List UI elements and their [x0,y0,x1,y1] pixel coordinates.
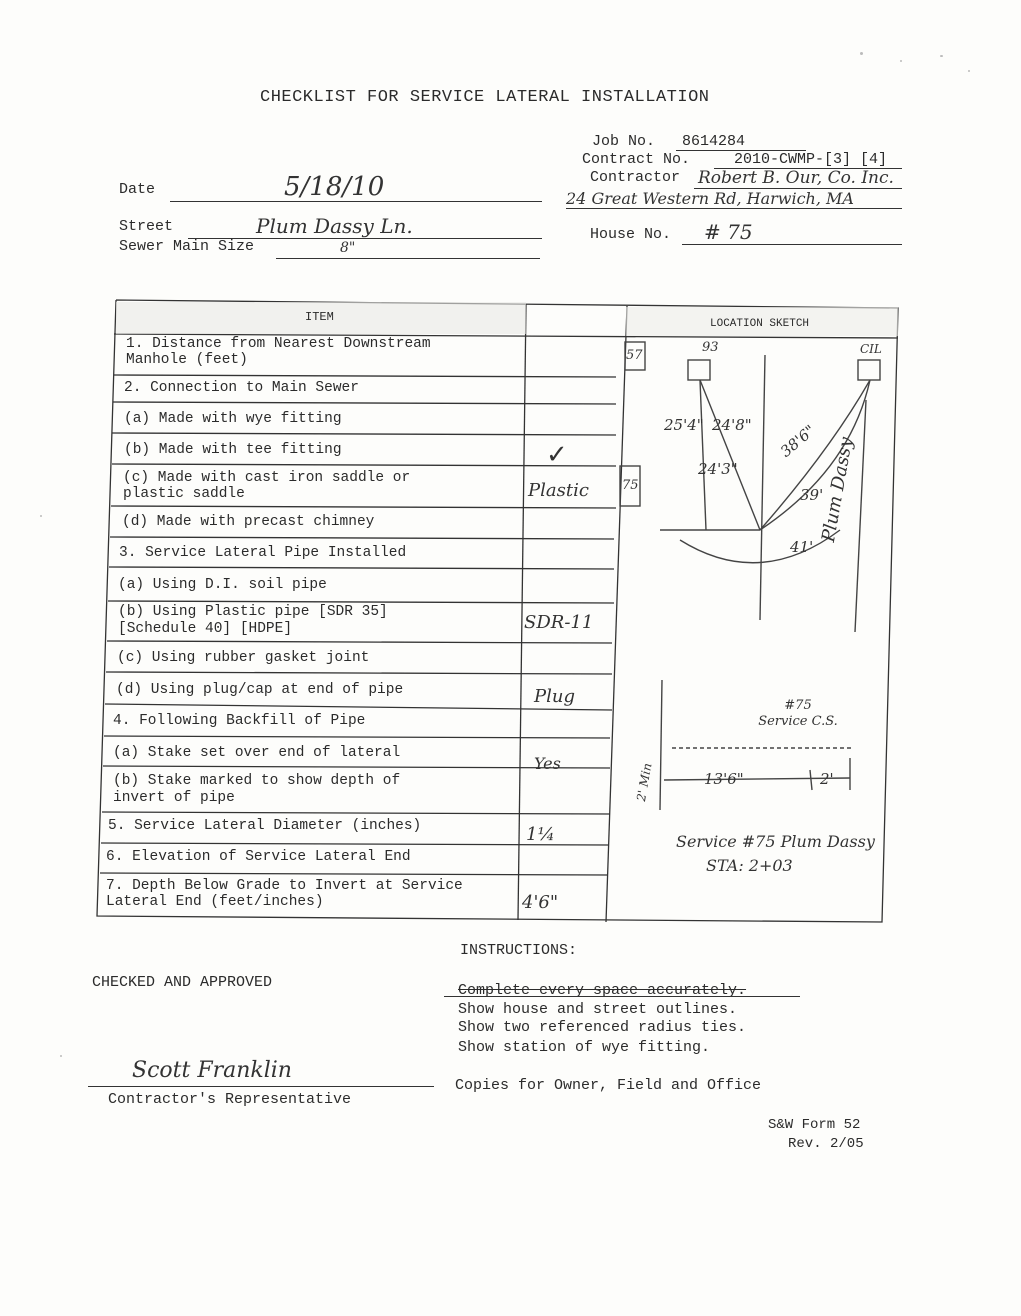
sketch-station-line1: Service #75 Plum Dassy [676,832,875,851]
instructions-title: INSTRUCTIONS: [460,942,578,959]
job-no-value: 8614284 [682,133,746,150]
sketch-side-label: 2' Min [634,761,655,803]
row-2b-value: ✓ [546,440,568,470]
contract-no-value: 2010-CWMP-[3] [4] [734,151,888,168]
contractor-label: Contractor [590,169,681,186]
sketch-dist-2: 24'8" [712,416,752,434]
instruction-1-underline [444,996,800,997]
sketch-mh-right: 75 [622,478,639,493]
row-2c-line2: plastic saddle [123,486,245,502]
form-number: S&W Form 52 [768,1117,861,1133]
row-2-line1: 2. Connection to Main Sewer [124,380,359,396]
sewer-main-value: 8" [340,240,356,256]
scan-speck [40,515,42,517]
sketch-dist-a: 13'6" [704,770,744,788]
row-4b-line1: (b) Stake marked to show depth of [113,773,401,789]
sketch-street-label: Plum Dassy [818,435,858,544]
contractor-rep-label: Contractor's Representative [108,1091,352,1108]
instruction-3: Show two referenced radius ties. [458,1019,747,1036]
street-value: Plum Dassy Ln. [256,214,413,238]
sewer-main-label: Sewer Main Size [119,238,255,255]
row-3d-value: Plug [534,686,575,707]
contractor-value: Robert B. Our, Co. Inc. [698,168,894,188]
row-1-line1: 1. Distance from Nearest Downstream [126,336,431,352]
scan-speck [940,55,943,57]
row-3d-line1: (d) Using plug/cap at end of pipe [116,682,404,698]
signature-line [88,1086,434,1087]
row-3-line1: 3. Service Lateral Pipe Installed [119,545,407,561]
sketch-dist-b: 2' [820,770,834,788]
scan-speck [860,52,863,55]
row-7-value: 4'6" [522,892,559,913]
row-2a-line1: (a) Made with wye fitting [124,411,342,427]
street-label: Street [119,218,174,235]
scan-speck [968,70,970,72]
row-1-line2: Manhole (feet) [126,352,248,368]
row-5-value: 1¼ [526,824,555,845]
sketch-top-left: 93 [702,340,719,355]
sketch-service-label: #75 Service C.S. [758,698,838,729]
sketch-station-line2: STA: 2+03 [706,856,793,875]
contractor-address: 24 Great Western Rd, Harwich, MA [566,189,854,208]
instruction-2: Show house and street outlines. [458,1001,738,1018]
row-5-line1: 5. Service Lateral Diameter (inches) [108,818,422,834]
scan-speck [60,1055,62,1057]
row-3b-line1: (b) Using Plastic pipe [SDR 35] [118,604,388,620]
sketch-dist-6: 41' [790,538,814,556]
row-3a-line1: (a) Using D.I. soil pipe [118,577,327,593]
house-no-value: # 75 [704,220,753,244]
row-2d-line1: (d) Made with precast chimney [122,514,375,530]
row-2c-value: Plastic [528,480,589,501]
row-4-line1: 4. Following Backfill of Pipe [113,713,366,729]
row-4a-value: Yes [534,754,561,773]
job-no-label: Job No. [592,133,656,150]
date-label: Date [119,181,156,198]
house-no-label: House No. [590,226,672,243]
row-4b-line2: invert of pipe [113,790,235,806]
row-7-line1: 7. Depth Below Grade to Invert at Service [106,878,463,894]
row-6-line1: 6. Elevation of Service Lateral End [106,849,411,865]
row-3c-line1: (c) Using rubber gasket joint [117,650,370,666]
sketch-dist-4: 38'6" [776,421,819,461]
row-7-line2: Lateral End (feet/inches) [106,894,324,910]
row-3b-line2: [Schedule 40] [HDPE] [118,621,293,637]
contract-no-label: Contract No. [582,151,691,168]
page-title: CHECKLIST FOR SERVICE LATERAL INSTALLATION [260,88,710,107]
sketch-top-right: CIL [860,342,882,356]
item-header: ITEM [305,310,334,324]
row-2b-line1: (b) Made with tee fitting [124,442,342,458]
date-value: 5/18/10 [284,172,385,202]
signature: Scott Franklin [132,1058,292,1083]
checked-approved-label: CHECKED AND APPROVED [92,974,273,991]
sketch-dist-1: 25'4" [664,416,704,434]
row-3b-value: SDR-11 [524,612,594,633]
sketch-mh-left: 57 [626,348,643,363]
instruction-1: Complete every space accurately. [458,982,747,999]
row-4a-line1: (a) Stake set over end of lateral [113,745,401,761]
instruction-4: Show station of wye fitting. [458,1039,711,1056]
form-revision: Rev. 2/05 [788,1136,864,1152]
row-2c-line1: (c) Made with cast iron saddle or [123,470,411,486]
sketch-dist-5: 39' [800,486,824,504]
sketch-dist-3: 24'3" [698,460,738,478]
copies-note: Copies for Owner, Field and Office [455,1077,762,1094]
sketch-header: LOCATION SKETCH [710,318,810,330]
scan-speck [900,60,902,62]
